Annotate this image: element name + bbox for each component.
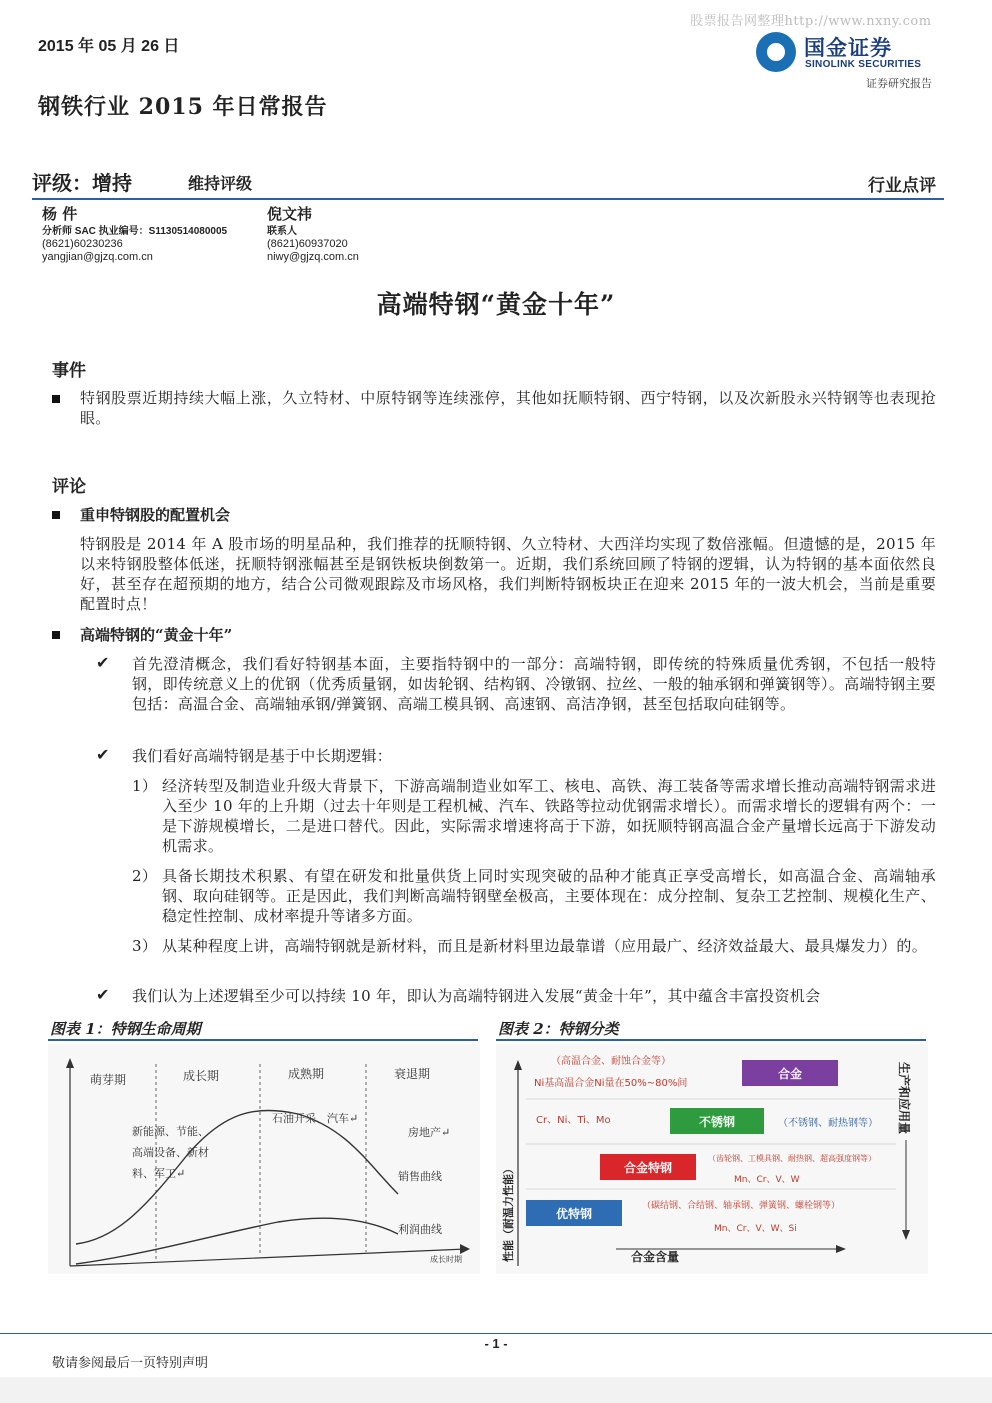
y-axis-label: 性能（耐温力性能） (502, 1163, 515, 1262)
rating-row (32, 167, 942, 197)
rating-maintain: 维持评级 (188, 174, 253, 193)
analyst-phone: (8621)60937020 (267, 238, 348, 250)
tier-box-label: 合金 (777, 1067, 803, 1081)
comment-heading: 评论 (52, 477, 86, 497)
x-axis-label: 成长时期 (430, 1255, 462, 1264)
item-number: 3） (132, 937, 158, 955)
item-number: 2） (132, 867, 158, 885)
rating-label: 评级：增持 (32, 171, 132, 195)
tier-box-label: 不锈钢 (698, 1115, 736, 1129)
analyst-email[interactable]: yangjian@gjzq.com.cn (42, 251, 153, 263)
sales-curve-label: 销售曲线 (398, 1170, 442, 1183)
analyst-card (42, 205, 228, 264)
growth-note-line: 新能源、节能、 (132, 1125, 209, 1138)
checkmark-icon: ✔ (96, 653, 110, 672)
stage-label-decline: 衰退期 (394, 1067, 431, 1081)
stage-label-embryo: 萌芽期 (90, 1073, 127, 1087)
report-title: 钢铁行业 2015 年日常报告 (38, 94, 328, 120)
profit-curve-label: 利润曲线 (398, 1223, 442, 1236)
report-date: 2015 年 05 月 26 日 (38, 38, 180, 55)
tier-note: （不锈钢、耐热钢等） (778, 1118, 878, 1129)
figure2-title: 图表 2：特钢分类 (498, 1020, 619, 1038)
footer-rule (0, 1333, 992, 1334)
checkmark-icon: ✔ (96, 985, 110, 1004)
decline-note: 房地产↵ (408, 1126, 451, 1139)
analyst-card (267, 205, 359, 264)
item-number: 1） (132, 777, 158, 795)
tier-note: Ni基高温合金Ni量在50%~80%间 (534, 1078, 688, 1089)
analyst-name: 倪文祎 (267, 205, 313, 223)
report-category: 行业点评 (868, 176, 936, 196)
tier-box-label: 合金特钢 (623, 1161, 673, 1175)
stage-label-mature: 成熟期 (288, 1067, 325, 1081)
footer-disclaimer: 敬请参阅最后一页特别声明 (52, 1356, 209, 1371)
subheading-allocation: 重申特钢股的配置机会 (80, 506, 231, 524)
tier-note: （齿轮钢、工模具钢、耐热钢、超高强度钢等） (708, 1154, 876, 1163)
figure1-title: 图表 1：特钢生命周期 (50, 1020, 201, 1038)
headline: 高端特钢“黄金十年” (376, 290, 616, 319)
event-text: 特钢股票近期持续大幅上涨，久立特材、中原特钢等连续涨停，其他如抚顺特钢、西宁特钢，以及次新股永兴特钢等也表现抢眼。 (80, 389, 936, 427)
analyst-role: 联系人 (267, 226, 297, 237)
footer-band (0, 1377, 992, 1403)
check-text-logic: 我们看好高端特钢是基于中长期逻辑： (132, 747, 393, 765)
figure1-rule (48, 1039, 478, 1041)
logo-subtitle: 证券研究报告 (866, 77, 932, 90)
right-axis-label: 生产和应用量 (897, 1062, 911, 1135)
check-text-concept: 首先澄清概念，我们看好特钢基本面，主要指特钢中的一部分：高端特钢，即传统的特殊质量优秀钢，不包括一般特钢，即传统意义上的优钢（优秀质量钢，如齿轮钢、结构钢、冷镦钢、拉丝、一般的轴承钢和弹簧钢等）。高端特钢主要包括：高温合金、高端轴承钢/弹簧钢、高端工模具钢、高速钢、高洁净钢，甚至包括取向硅钢等。 (132, 655, 936, 713)
stage-label-growth: 成长期 (183, 1069, 220, 1083)
x-axis-label: 合金含量 (631, 1250, 680, 1264)
bullet-square-icon (52, 631, 60, 639)
tier-note: Mn、Cr、V、W、Si (714, 1224, 797, 1234)
figure2-rule (496, 1039, 926, 1041)
growth-note-line: 料、军工↵ (132, 1167, 186, 1180)
tier-note: （碳结钢、合结钢、轴承钢、弹簧钢、螺栓钢等） (642, 1201, 841, 1211)
tier-note: Mn、Cr、V、W (734, 1175, 800, 1185)
header-divider (32, 198, 944, 200)
mature-note: 石油开采、汽车↵ (272, 1112, 359, 1125)
tier-note: （高温合金、耐蚀合金等） (551, 1056, 671, 1067)
logo-en-text: SINOLINK SECURITIES (805, 59, 922, 70)
figure2-classification-chart (496, 1044, 928, 1274)
analyst-email[interactable]: niwy@gjzq.com.cn (267, 251, 359, 263)
item-text: 经济转型及制造业升级大背景下，下游高端制造业如军工、核电、高铁、海工装备等需求增长推动高端特钢需求进入至少 10 年的上升期（过去十年则是工程机械、汽车、铁路等拉动优钢需求增长）。而需求增长的逻辑有两个：一是下游规模增长，二是进口替代。因此，实际需求增速将高于下游，如抚顺特钢高温合金产量增长远高于下游发动机需求。 (162, 777, 936, 855)
bullet-square-icon (52, 395, 60, 403)
analyst-phone: (8621)60230236 (42, 238, 123, 250)
para-allocation: 特钢股是 2014 年 A 股市场的明星品种，我们推荐的抚顺特钢、久立特材、大西洋均实现了数倍涨幅。但遗憾的是，2015 年以来特钢股整体低迷，抚顺特钢涨幅甚至是钢铁板块倒数第一。近期，我们系统回顾了特钢的逻辑，认为特钢的基本面依然良好，甚至存在超预期的地方，结合公司微观跟踪及市场风格，我们判断特钢板块正在迎来 2015 年的一波大机会，当前是重要配置时点！ (80, 535, 936, 613)
tier-note: Cr、Ni、Ti、Mo (536, 1115, 611, 1126)
growth-note-line: 高端设备、新材 (132, 1146, 209, 1159)
item-text: 具备长期技术积累、有望在研发和批量供货上同时实现突破的品种才能真正享受高增长，如高温合金、高端轴承钢、取向硅钢等。正是因此，我们判断高端特钢壁垒极高，主要体现在：成分控制、复杂工艺控制、规模化生产、稳定性控制、成材率提升等诸多方面。 (162, 867, 936, 925)
page-number: - 1 - (484, 1336, 508, 1351)
figure1-lifecycle-chart (48, 1044, 480, 1274)
logo-cn-text: 国金证券 (804, 36, 892, 60)
checkmark-icon: ✔ (96, 745, 110, 764)
watermark-text: 股票报告网整理http://www.nxny.com (690, 14, 932, 29)
event-heading: 事件 (52, 361, 86, 381)
check-text-conclusion: 我们认为上述逻辑至少可以持续 10 年，即认为高端特钢进入发展“黄金十年”，其中蕴含丰富投资机会 (132, 987, 821, 1005)
item-text: 从某种程度上讲，高端特钢就是新材料，而且是新材料里边最靠谱（应用最广、经济效益最大、最具爆发力）的。 (162, 937, 928, 955)
tier-box-label: 优特钢 (555, 1207, 593, 1221)
analyst-name: 杨 件 (42, 205, 78, 223)
bullet-square-icon (52, 511, 60, 519)
subheading-golden-decade: 高端特钢的“黄金十年” (80, 626, 233, 644)
company-logo (756, 30, 956, 95)
analyst-role: 分析师 SAC 执业编号：S1130514080005 (42, 226, 228, 237)
logo-mark-icon (756, 32, 796, 72)
